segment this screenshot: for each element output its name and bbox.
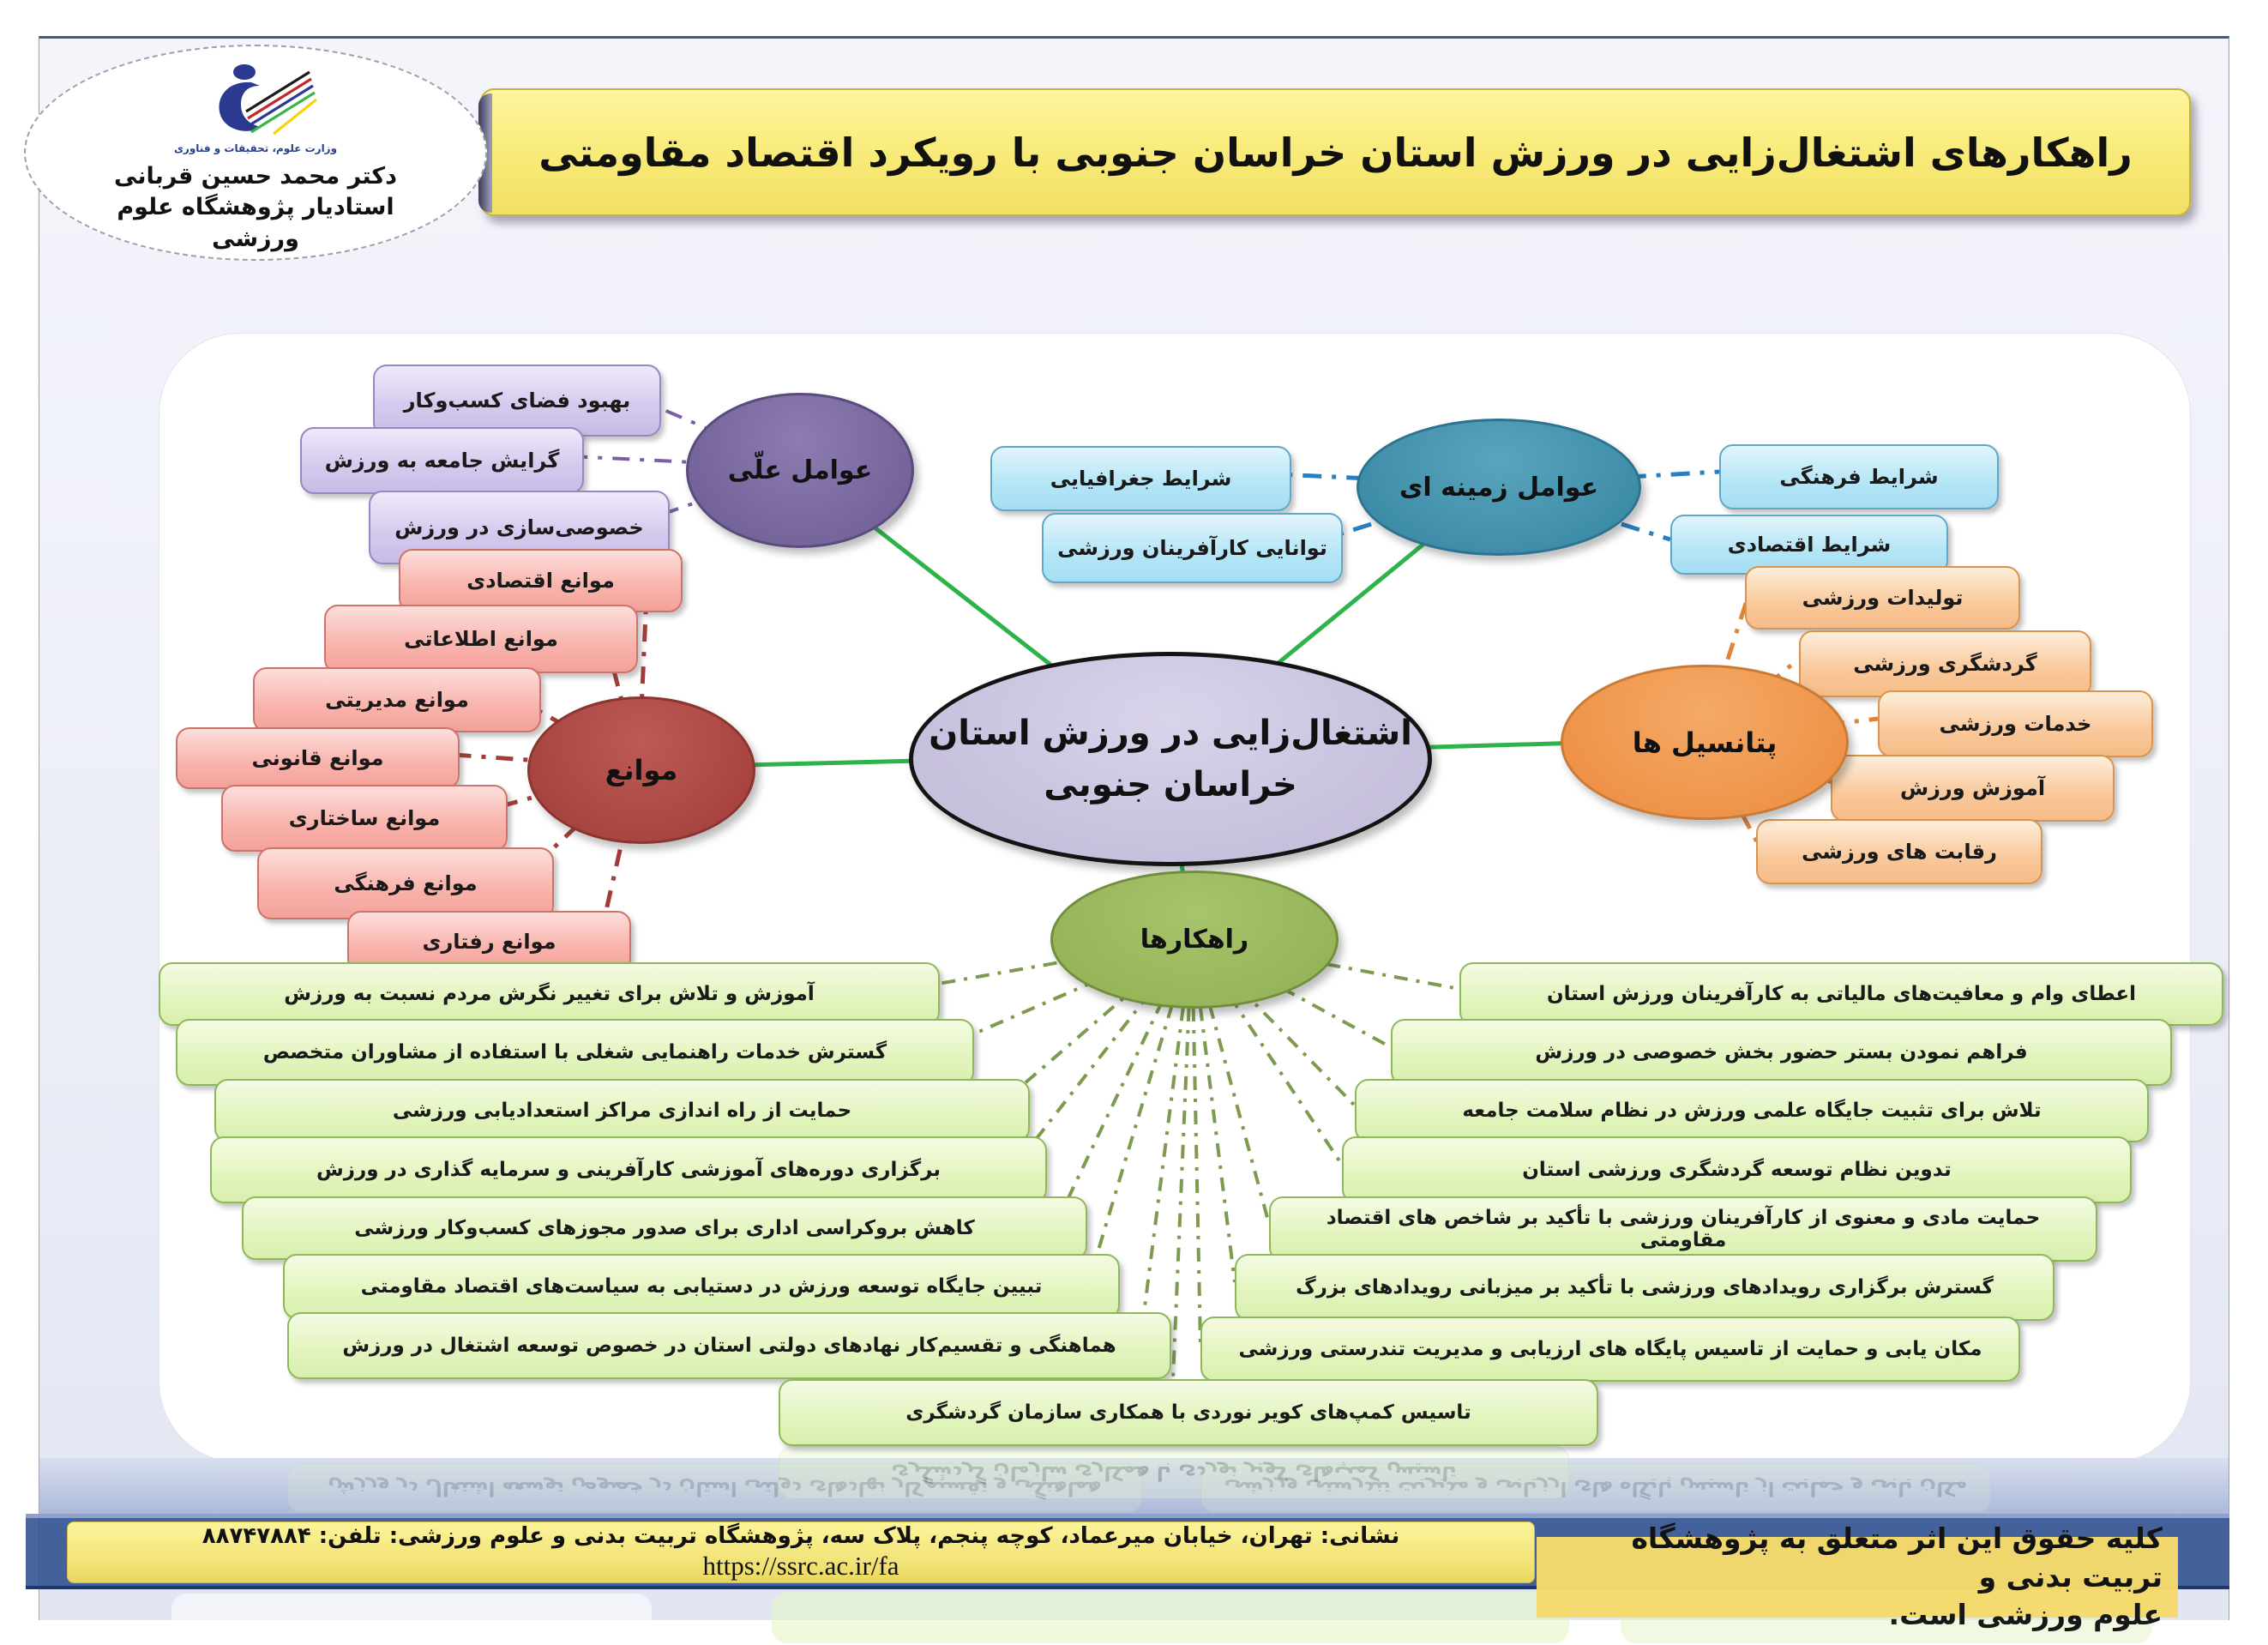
solution-item-box: تدوین نظام توسعه گردشگری ورزشی استان	[1342, 1136, 2132, 1203]
solution-item-box: تاسیس کمپ‌های کویر نوردی با همکاری سازمان گردشگری	[779, 1379, 1598, 1446]
causal-item-box: خصوصی‌سازی در ورزش	[369, 491, 670, 564]
solution-item-box: تلاش برای تثبیت جایگاه علمی ورزش در نظام سلامت جامعه	[1355, 1079, 2149, 1142]
footer-address: نشانی: تهران، خیابان میرعماد، کوچه پنجم، پلاک سه، پژوهشگاه تربیت بدنی و علوم ورزشی: تلفن: ۸۸۷۴۷۸۸۴	[202, 1523, 1400, 1549]
barrier-item-box: موانع اقتصادی	[399, 549, 683, 612]
contextual-item-box: شرایط اقتصادی	[1670, 515, 1948, 575]
causal-item-box: بهبود فضای کسب‌وکار	[373, 365, 661, 437]
solution-item-box: مکان یابی و حمایت از تاسیس پایگاه های ارزیابی و مدیریت تندرستی ورزشی	[1200, 1317, 2020, 1382]
potentials-node: پتانسیل ها	[1561, 665, 1849, 820]
solution-item-box: فراهم نمودن بستر حضور بخش خصوصی در ورزش	[1391, 1019, 2172, 1086]
footer-url-link[interactable]: https://ssrc.ac.ir/fa	[702, 1551, 899, 1581]
solution-item-box: حمایت مادی و معنوی از کارآفرینان ورزشی با تأکید بر شاخص های اقتصاد مقاومتی	[1269, 1196, 2097, 1262]
solution-item-box: تبیین جایگاه توسعه ورزش در دستیابی به سیاست‌های اقتصاد مقاومتی	[283, 1254, 1120, 1319]
solution-item-box: هماهنگی و تقسیم‌کار نهادهای دولتی استان در خصوص توسعه اشتغال در ورزش	[287, 1312, 1171, 1379]
causal-factors-node: عوامل علّی	[686, 393, 914, 548]
barrier-item-box: موانع مدیریتی	[253, 667, 541, 732]
author-name: دکتر محمد حسین قربانی استادیار پژوهشگاه علوم ورزشی	[114, 163, 397, 252]
solution-item-box: گسترش خدمات راهنمایی شغلی با استفاده از مشاوران متخصص	[176, 1019, 974, 1086]
potential-item-box: گردشگری ورزشی	[1799, 630, 2091, 697]
solution-item-box: آموزش و تلاش برای تغییر نگرش مردم نسبت به ورزش	[159, 962, 940, 1026]
copyright-notice: کلیه حقوق این اثر متعلق به پژوهشگاه تربیت بدنی و علوم ورزشی است.	[1537, 1537, 2178, 1618]
central-topic-node: اشتغال‌زایی در ورزش استان خراسان جنوبی	[909, 652, 1432, 866]
contextual-item-box: توانایی کارآفرینان ورزشی	[1042, 513, 1343, 583]
contextual-item-box: شرایط جغرافیایی	[990, 446, 1291, 511]
page-title: راهکارهای اشتغال‌زایی در ورزش استان خراسان جنوبی با رویکرد اقتصاد مقاومتی	[538, 129, 2133, 176]
barrier-item-box: موانع قانونی	[176, 727, 460, 789]
causal-item-box: گرایش جامعه به ورزش	[300, 427, 584, 494]
potential-item-box: خدمات ورزشی	[1878, 690, 2153, 757]
reflection-ghost-box	[772, 1592, 1569, 1643]
reflection-ghost-box	[171, 1594, 652, 1645]
author-badge	[24, 45, 487, 261]
barrier-item-box: موانع رفتاری	[347, 911, 631, 973]
potential-item-box: تولیدات ورزشی	[1745, 566, 2020, 630]
solution-item-box: برگزاری دوره‌های آموزشی کارآفرینی و سرمایه گذاری در ورزش	[210, 1136, 1047, 1203]
barrier-item-box: موانع ساختاری	[221, 785, 508, 852]
solutions-node: راهکارها	[1050, 871, 1339, 1009]
potential-item-box: رقابت های ورزشی	[1756, 819, 2042, 884]
solution-item-box: کاهش بروکراسی اداری برای صدور مجوزهای کسب‌وکار ورزشی	[242, 1196, 1087, 1260]
solution-item-box: اعطای وام و معافیت‌های مالیاتی به کارآفرینان ورزش استان	[1459, 962, 2223, 1026]
barrier-item-box: موانع فرهنگی	[257, 847, 554, 919]
barriers-node: موانع	[527, 696, 755, 844]
solution-item-box: حمایت از راه اندازی مراکز استعدادیابی ورزشی	[214, 1079, 1030, 1142]
solution-item-box: گسترش برگزاری رویدادهای ورزشی با تأکید بر میزبانی رویدادهای بزرگ	[1235, 1254, 2054, 1321]
reflection-ghost-box: مکان یابی و حمایت از تاسیس پایگاه های ارزیابی و مدیریت تندرستی ورزشی	[1200, 1463, 1991, 1513]
reflection-ghost-box: تاسیس کمپ‌های کویر نوردی با همکاری سازمان گردشگری	[779, 1446, 1569, 1499]
barrier-item-box: موانع اطلاعاتی	[324, 605, 638, 673]
footer-address-bar	[67, 1521, 1535, 1583]
title-banner	[480, 88, 2191, 216]
contextual-factors-node: عوامل زمینه ای	[1357, 419, 1641, 556]
potential-item-box: آموزش ورزش	[1831, 755, 2115, 822]
ministry-logo-icon	[191, 62, 320, 141]
ministry-logo-caption: وزارت علوم، تحقیقات و فناوری	[173, 142, 338, 154]
contextual-item-box: شرایط فرهنگی	[1719, 444, 1999, 509]
reflection-ghost-box: هماهنگی و تقسیم‌کار نهادهای دولتی استان در خصوص توسعه اشتغال در ورزش	[287, 1463, 1142, 1513]
